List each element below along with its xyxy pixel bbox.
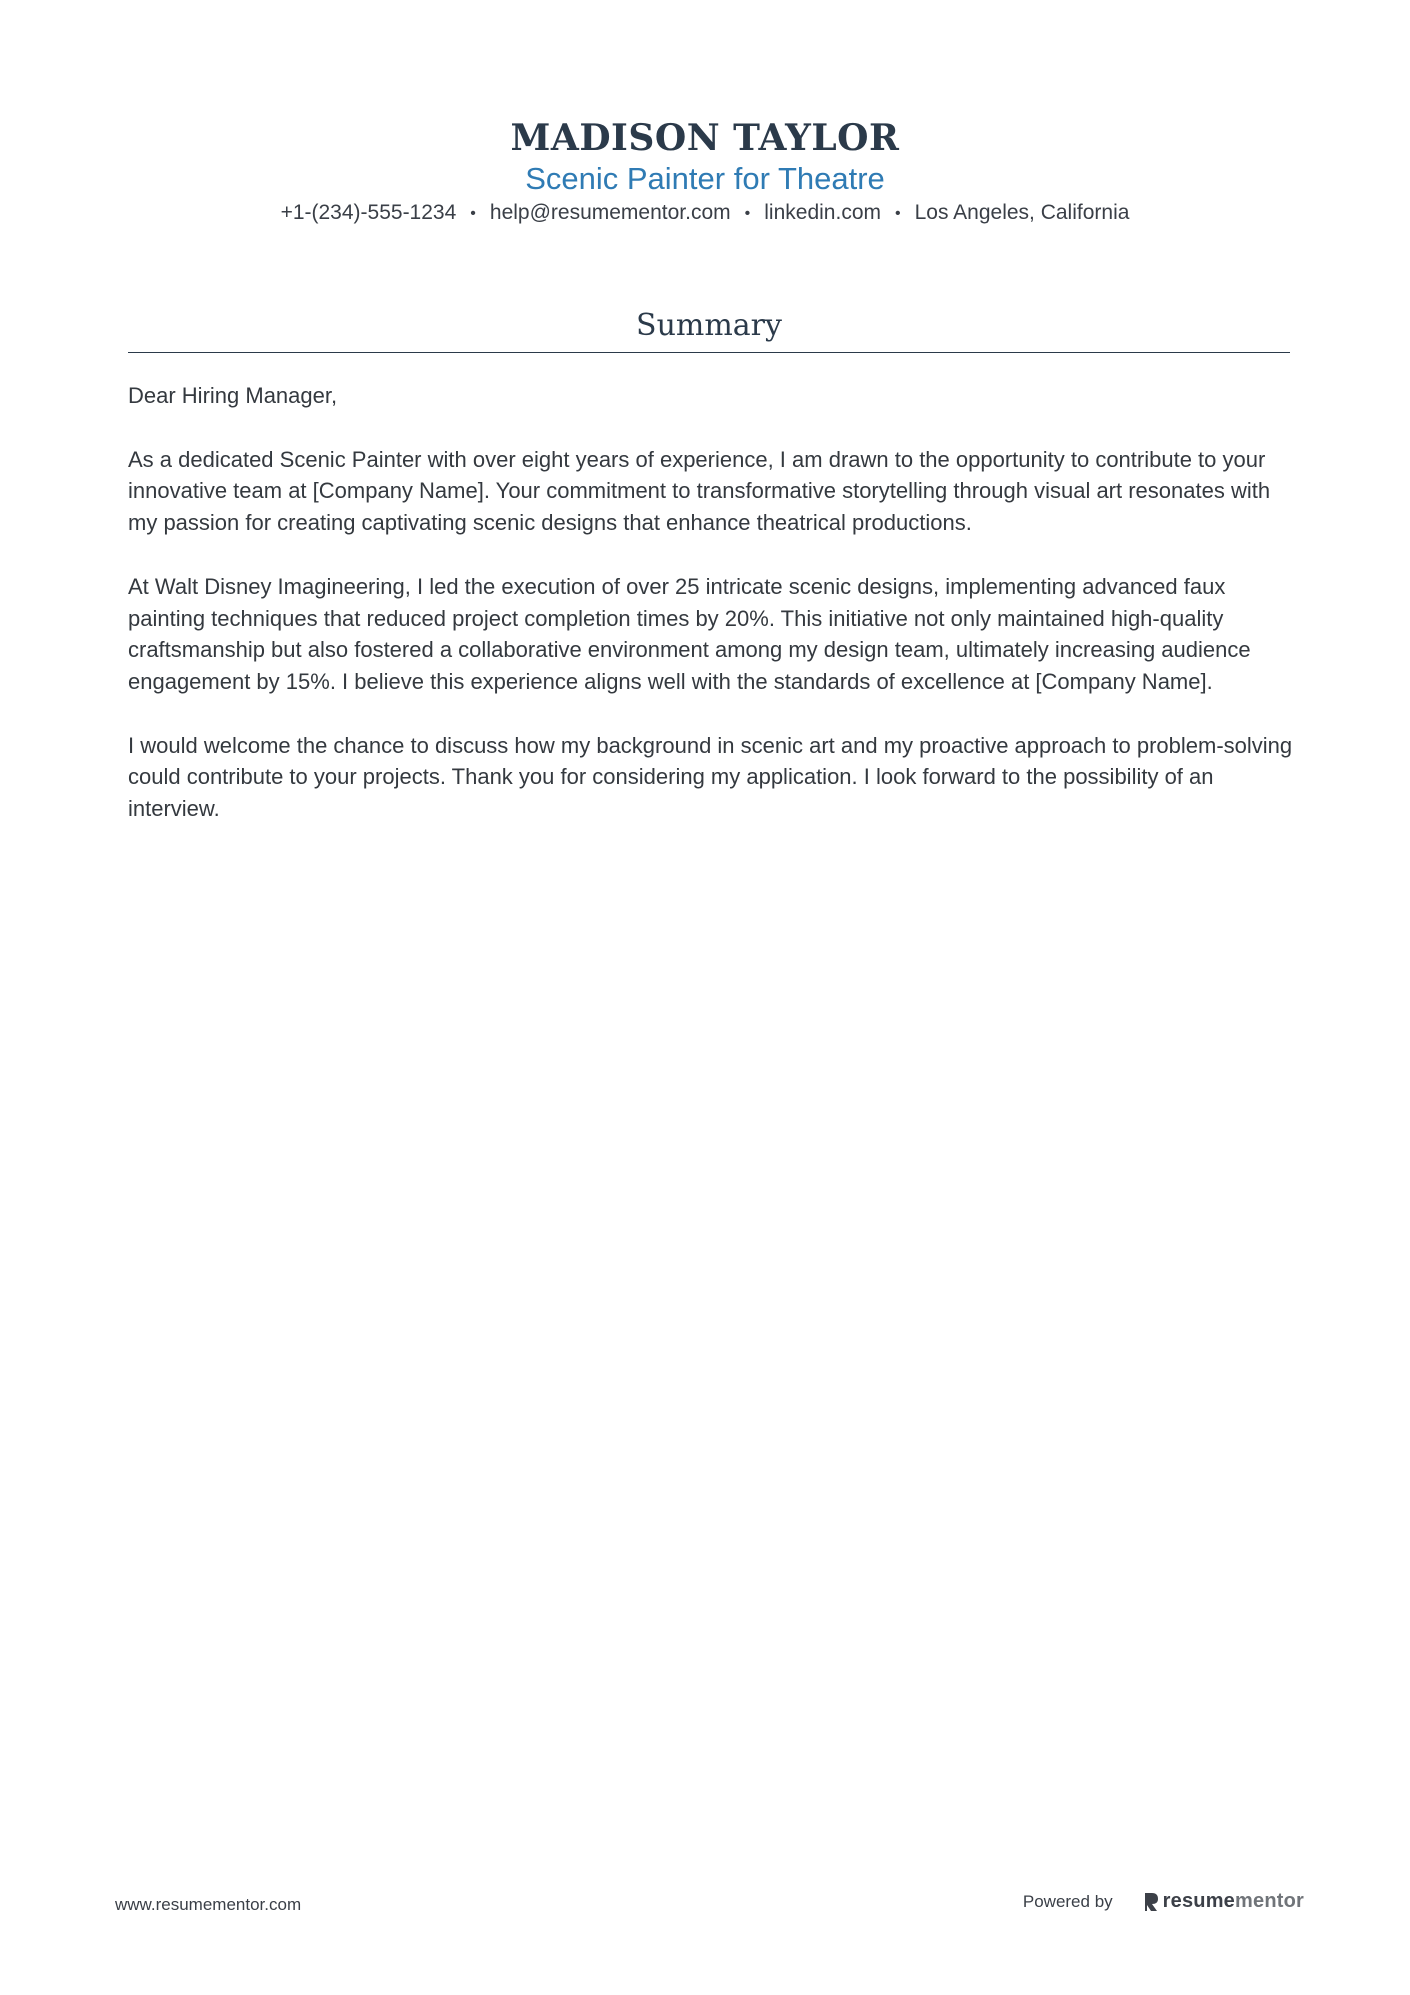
contact-line	[0, 198, 1410, 230]
section-heading-summary: Summary	[636, 308, 782, 343]
letter-paragraph: At Walt Disney Imagineering, I led the execution of over 25 intricate scenic designs, implementing advanced faux painting techniques that reduced project completion times by 20%. This initiative not only maintained high-quality craftsmanship but also fostered a collaborative environment among my design team, ultimately increasing audience engagement by 15%. I believe this experience aligns well with the standards of excellence at [Company Name].	[128, 573, 1251, 694]
footer-website: www.resumementor.com	[115, 1895, 302, 1914]
section-divider	[128, 352, 1290, 353]
resumementor-logo-icon	[1143, 1891, 1159, 1913]
salutation: Dear Hiring Manager,	[128, 383, 338, 408]
linkedin-link: linkedin.com	[764, 201, 881, 224]
brand-wordmark: resumementor	[1162, 1890, 1304, 1912]
candidate-name: MADISON TAYLOR	[510, 117, 900, 159]
separator-dot: •	[895, 205, 901, 222]
powered-by-label: Powered by	[1022, 1891, 1113, 1911]
job-title: Scenic Painter for Theatre	[525, 161, 885, 196]
brand-logo	[1143, 1890, 1304, 1913]
letter-paragraph: As a dedicated Scenic Painter with over eight years of experience, I am drawn to the opportunity to contribute to your innovative team at [Company Name]. Your commitment to transformative storytelling through visual art resonates with my passion for creating captivating scenic designs that enhance theatrical productions.	[128, 446, 1271, 536]
cover-letter-body	[128, 380, 1298, 857]
phone-number: +1-(234)-555-1234	[280, 201, 457, 224]
separator-dot: •	[744, 205, 751, 222]
separator-dot: •	[470, 205, 476, 222]
location: Los Angeles, California	[914, 201, 1130, 224]
resume-header	[0, 116, 1410, 230]
footer-branding	[1023, 1890, 1304, 1913]
email-address: help@resumementor.com	[489, 201, 731, 224]
letter-paragraph: I would welcome the chance to discuss how my background in scenic art and my proactive approach to problem-solving could contribute to your projects. Thank you for considering my application. I look forward to the possibility of an interview.	[128, 732, 1293, 822]
